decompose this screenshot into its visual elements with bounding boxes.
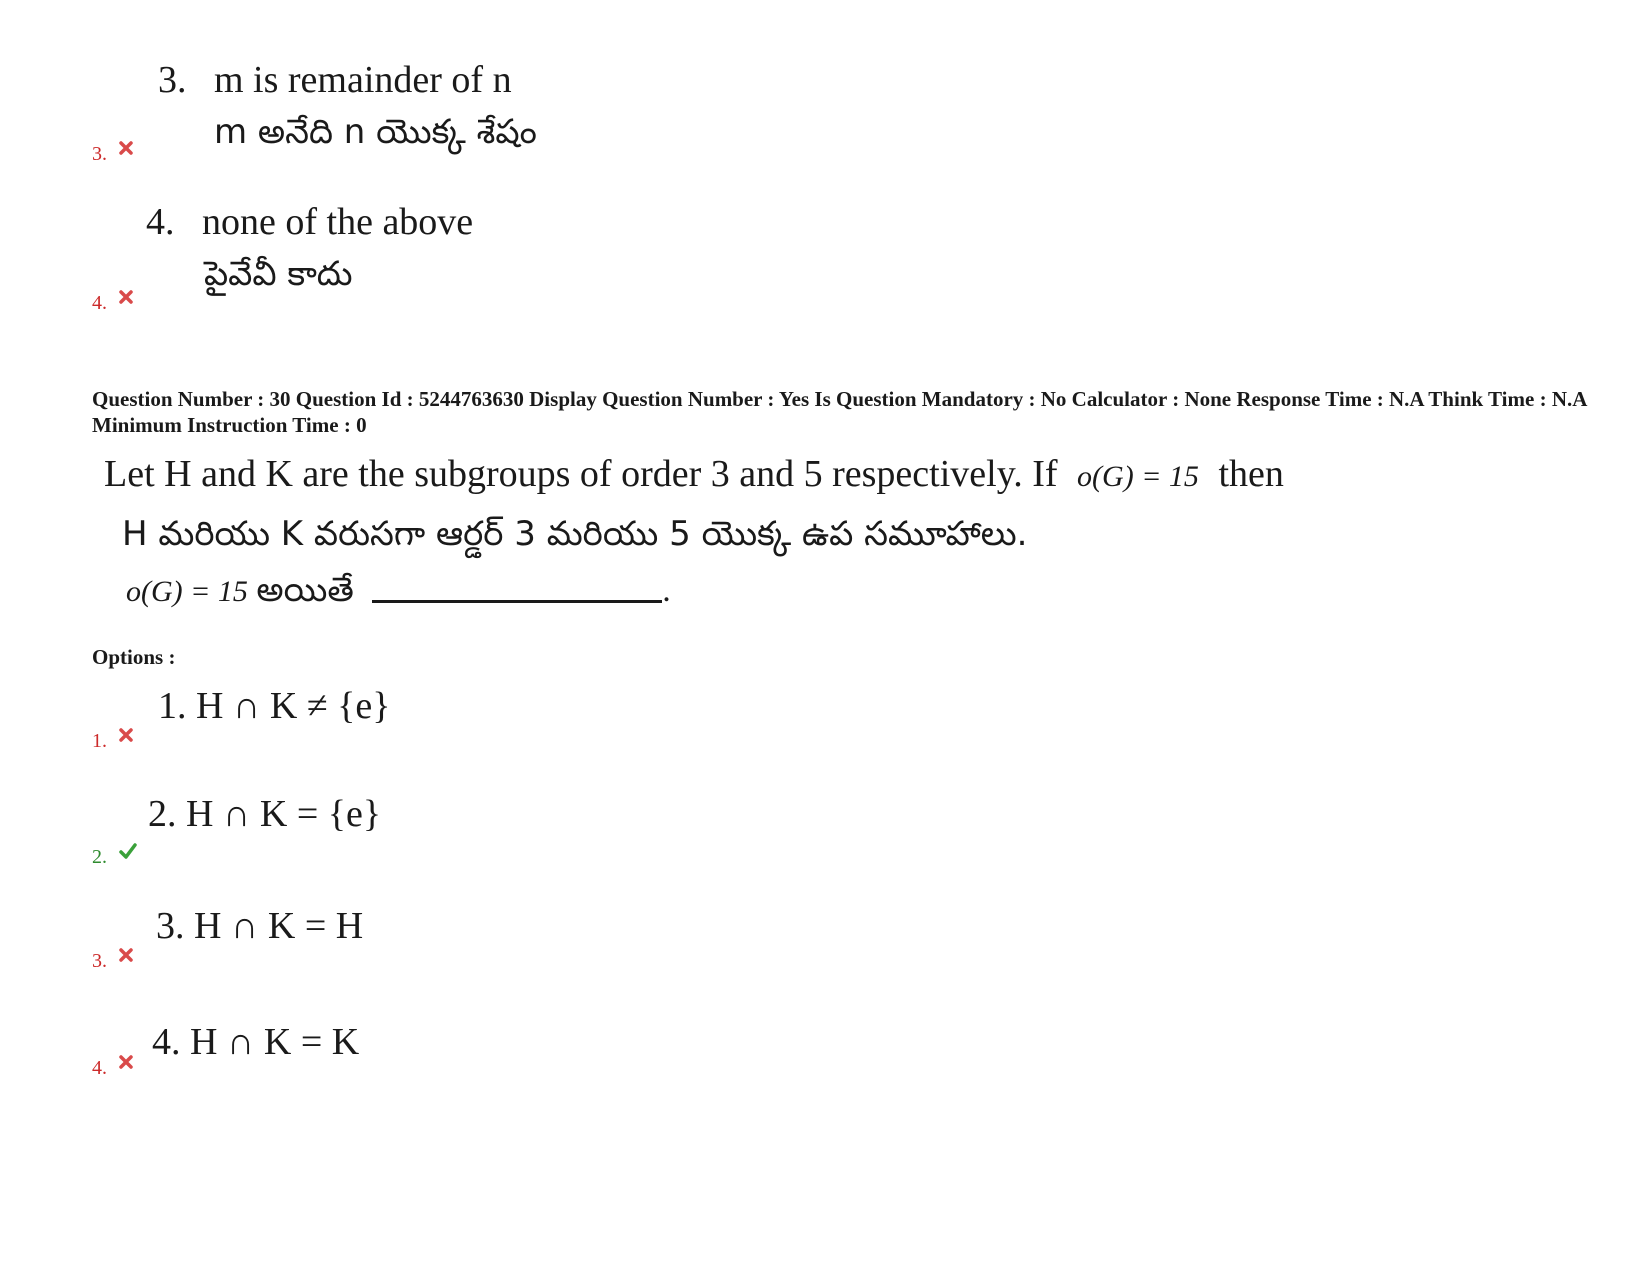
answer-blank [372, 600, 662, 603]
question-text-3: అయితే [256, 570, 354, 610]
question-text-1: Let H and K are the subgroups of order 3 and 5 respectively. If [104, 453, 1058, 495]
prev-option-4-number: 4. [146, 201, 175, 243]
option-4-marker: 4. [92, 1054, 134, 1080]
option-2-marker: 2. [92, 843, 138, 869]
question-text-1-end: then [1218, 453, 1284, 495]
prev-option-4-marker: 4. [92, 289, 134, 315]
option-4-text: 4. H ∩ K = K [152, 1021, 360, 1063]
prev-option-4-text [146, 200, 473, 244]
question-line-3-end: . [662, 572, 671, 609]
cross-icon [118, 947, 134, 963]
prev-option-3-number: 3. [158, 59, 187, 101]
question-line-1 [104, 452, 1284, 496]
prev-option-4-english: none of the above [202, 201, 474, 243]
check-icon [118, 843, 138, 859]
question-line-3 [126, 570, 671, 618]
option-3-marker: 3. [92, 947, 134, 973]
question-line-2: H మరియు K వరుసగా ఆర్డర్ 3 మరియు 5 యొక్క ఉప సమూహాలు. [122, 514, 1028, 554]
cross-icon [118, 289, 134, 305]
prev-option-3-english: m is remainder of n [214, 59, 512, 101]
cross-icon [118, 727, 134, 743]
prev-option-3-text [158, 58, 512, 102]
cross-icon [118, 1054, 134, 1070]
options-label: Options : [92, 645, 176, 669]
prev-option-3-telugu: m అనేది n యొక్క శేషం [214, 112, 537, 152]
option-3-text: 3. H ∩ K = H [156, 905, 364, 947]
option-2-text: 2. H ∩ K = {e} [148, 793, 382, 835]
prev-option-3-marker: 3. [92, 140, 134, 166]
cross-icon [118, 140, 134, 156]
question-meta: Question Number : 30 Question Id : 5244763630 Display Question Number : Yes Is Question Mandatory : No Calculator : None Response Time : N.A Think Time : N.A Minimum Instruction Time : 0 [92, 387, 1587, 437]
option-1-marker: 1. [92, 727, 134, 753]
option-1-text: 1. H ∩ K ≠ {e} [158, 685, 391, 727]
prev-option-4-telugu: పైవేవీ కాదు [204, 254, 353, 294]
question-math-2: o(G) = 15 [126, 575, 248, 608]
question-math-1: o(G) = 15 [1077, 460, 1199, 493]
